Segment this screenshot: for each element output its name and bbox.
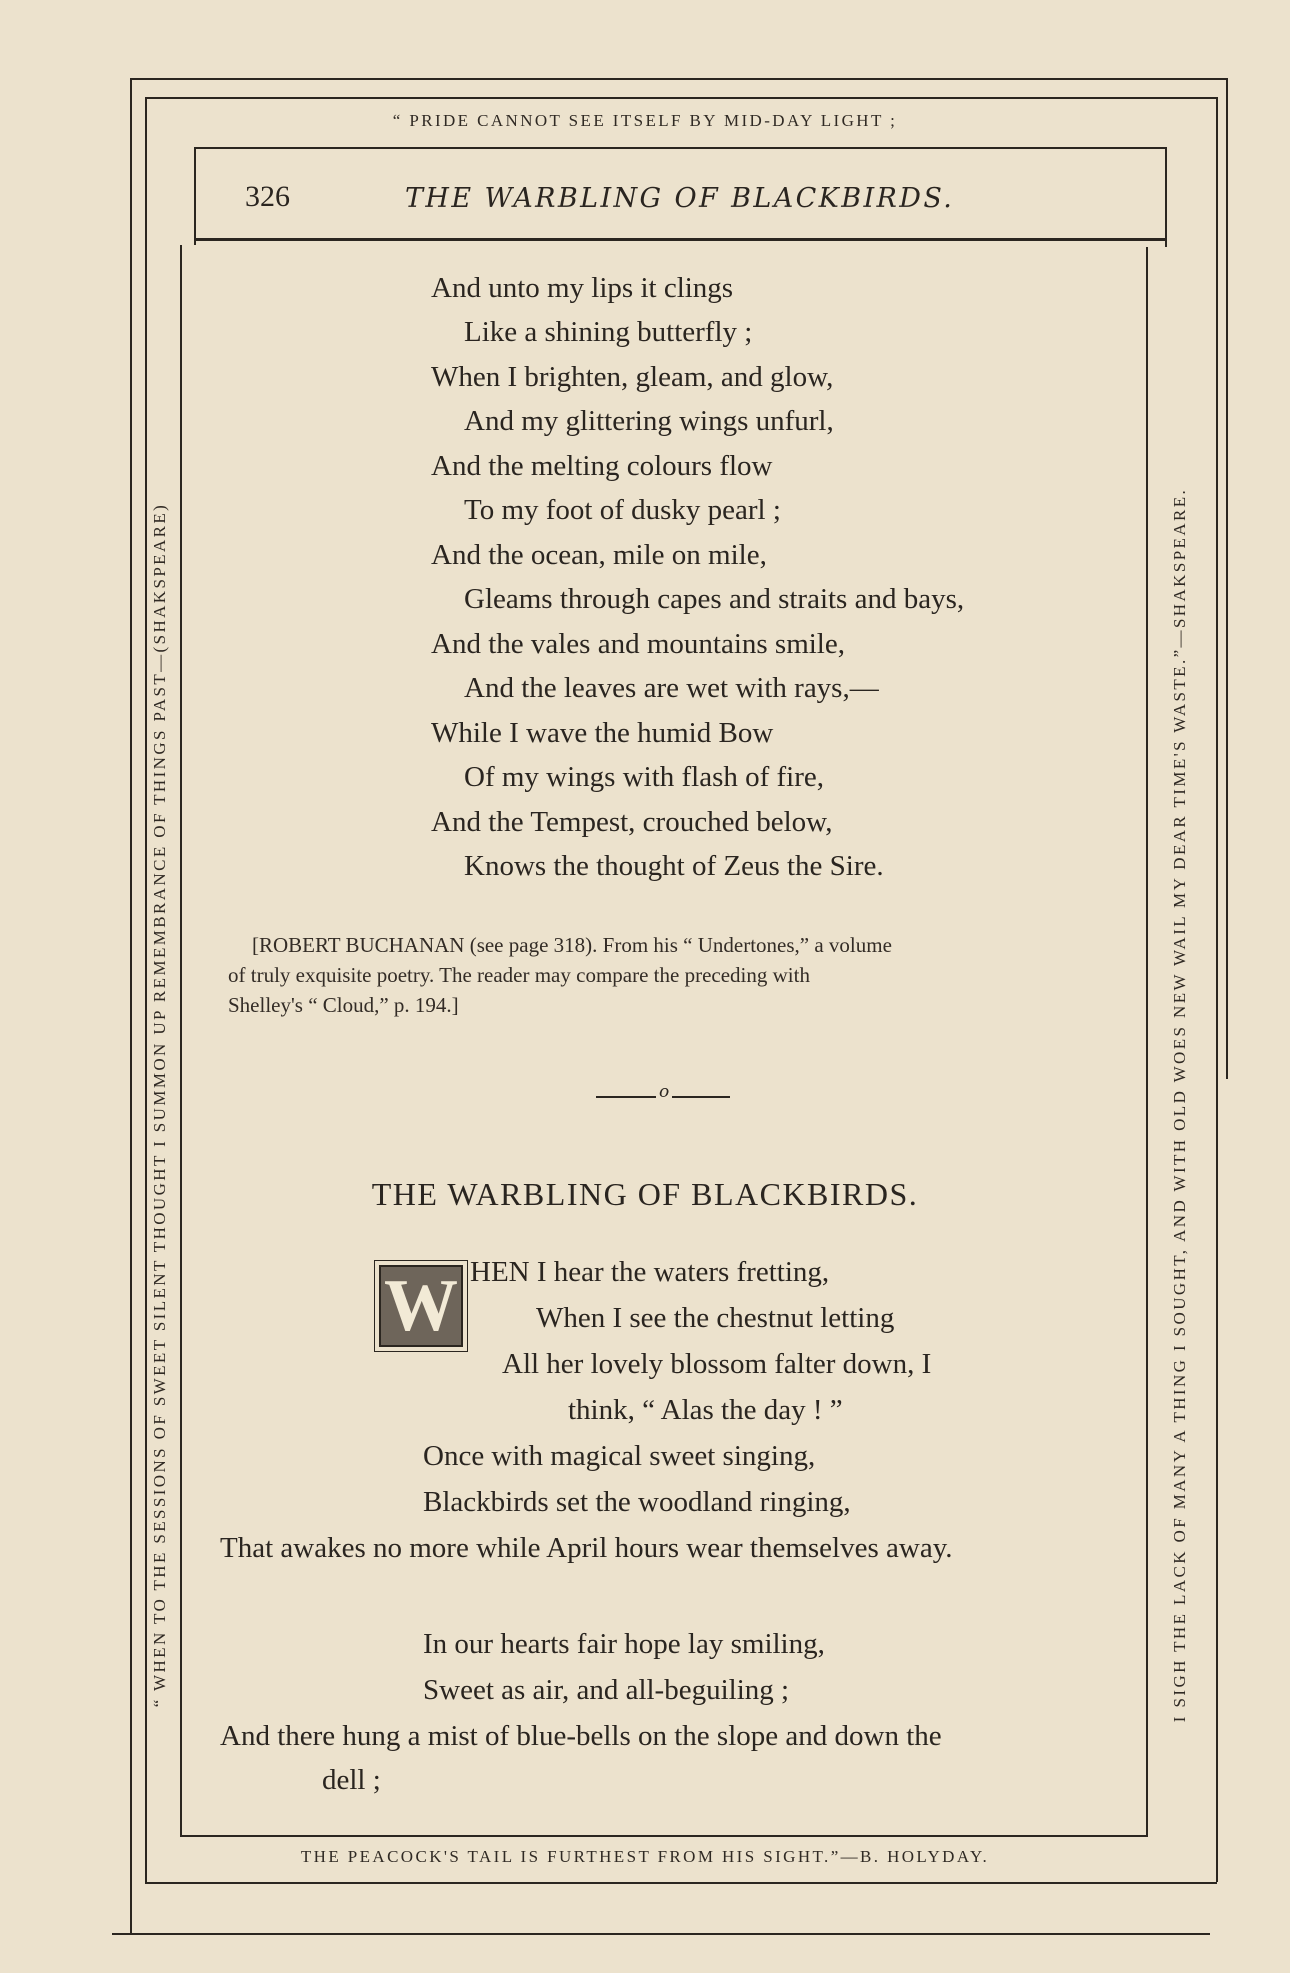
verse-line: When I see the chestnut letting bbox=[536, 1302, 895, 1334]
verse-line: And the Tempest, crouched below, bbox=[431, 806, 833, 838]
verse-line: And the ocean, mile on mile, bbox=[431, 539, 767, 571]
editorial-note-line: of truly exquisite poetry. The reader may compare the preceding with bbox=[228, 963, 810, 987]
verse-line: And the leaves are wet with rays,— bbox=[464, 672, 879, 704]
verse-line: dell ; bbox=[322, 1764, 381, 1796]
outer-frame-bottom bbox=[112, 1933, 1210, 1935]
verse-line: Blackbirds set the woodland ringing, bbox=[423, 1486, 851, 1518]
verse-line: think, “ Alas the day ! ” bbox=[568, 1394, 843, 1426]
middle-frame-left bbox=[145, 97, 147, 1882]
header-rule bbox=[194, 238, 1166, 241]
verse-line: And the vales and mountains smile, bbox=[431, 628, 845, 660]
verse-line: Like a shining butterfly ; bbox=[464, 316, 753, 348]
verse-line: HEN I hear the waters fretting, bbox=[470, 1256, 830, 1288]
border-quote-left: “ WHEN TO THE SESSIONS OF SWEET SILENT THOUGHT I SUMMON UP REMEMBRANCE OF THINGS PAST—(SHAKSPEARE) bbox=[150, 502, 169, 1708]
border-quote-right: I SIGH THE LACK OF MANY A THING I SOUGHT, AND WITH OLD WOES NEW WAIL MY DEAR TIME'S WASTE.”—SHAKSPEARE. bbox=[1170, 487, 1189, 1723]
poem-title: THE WARBLING OF BLACKBIRDS. bbox=[371, 1176, 919, 1212]
page-number: 326 bbox=[245, 180, 290, 213]
editorial-note-line: Shelley's “ Cloud,” p. 194.] bbox=[228, 993, 459, 1017]
dropcap-w bbox=[374, 1260, 468, 1352]
verse-line: Once with magical sweet singing, bbox=[423, 1440, 816, 1472]
verse-line: Sweet as air, and all-beguiling ; bbox=[423, 1674, 790, 1706]
editorial-note-line: [ROBERT BUCHANAN (see page 318). From his “ Undertones,” a volume bbox=[252, 933, 892, 957]
border-quote-top: “ PRIDE CANNOT SEE ITSELF BY MID-DAY LIGHT ; bbox=[392, 111, 898, 130]
inner-frame-right-lower bbox=[1146, 247, 1148, 1836]
inner-frame-right bbox=[1165, 147, 1167, 247]
inner-frame-left-upper bbox=[194, 147, 196, 245]
middle-frame-bottom bbox=[145, 1882, 1217, 1884]
verse-line: That awakes no more while April hours wear themselves away. bbox=[220, 1532, 953, 1564]
outer-frame-left bbox=[130, 78, 132, 1935]
section-separator bbox=[590, 1082, 740, 1103]
verse-line: To my foot of dusky pearl ; bbox=[464, 494, 781, 526]
inner-frame-left bbox=[180, 245, 182, 1836]
border-quote-bottom: THE PEACOCK'S TAIL IS FURTHEST FROM HIS SIGHT.”—B. HOLYDAY. bbox=[300, 1847, 990, 1866]
verse-line: When I brighten, gleam, and glow, bbox=[431, 361, 834, 393]
verse-line: While I wave the humid Bow bbox=[431, 717, 774, 749]
inner-frame-bottom bbox=[180, 1835, 1148, 1837]
outer-frame-right bbox=[1226, 78, 1228, 1079]
outer-frame-top bbox=[130, 78, 1228, 80]
dropcap-letter: W bbox=[384, 1265, 458, 1347]
inner-frame-top bbox=[194, 147, 1166, 149]
verse-line: And there hung a mist of blue-bells on the slope and down the bbox=[220, 1720, 942, 1752]
verse-line: Knows the thought of Zeus the Sire. bbox=[464, 850, 884, 882]
verse-line: And my glittering wings unfurl, bbox=[464, 405, 834, 437]
separator-mark: o bbox=[659, 1082, 670, 1102]
middle-frame-top bbox=[145, 97, 1217, 99]
verse-line: Gleams through capes and straits and bays, bbox=[464, 583, 965, 615]
verse-line: All her lovely blossom falter down, I bbox=[502, 1348, 932, 1380]
verse-line: Of my wings with flash of fire, bbox=[464, 761, 825, 793]
middle-frame-right bbox=[1216, 97, 1218, 1882]
verse-line: And unto my lips it clings bbox=[431, 272, 734, 304]
verse-line: In our hearts fair hope lay smiling, bbox=[423, 1628, 825, 1660]
running-title: THE WARBLING OF BLACKBIRDS. bbox=[405, 183, 955, 214]
separator-rule-left bbox=[596, 1096, 656, 1098]
verse-line: And the melting colours flow bbox=[431, 450, 773, 482]
separator-rule-right bbox=[672, 1096, 730, 1098]
